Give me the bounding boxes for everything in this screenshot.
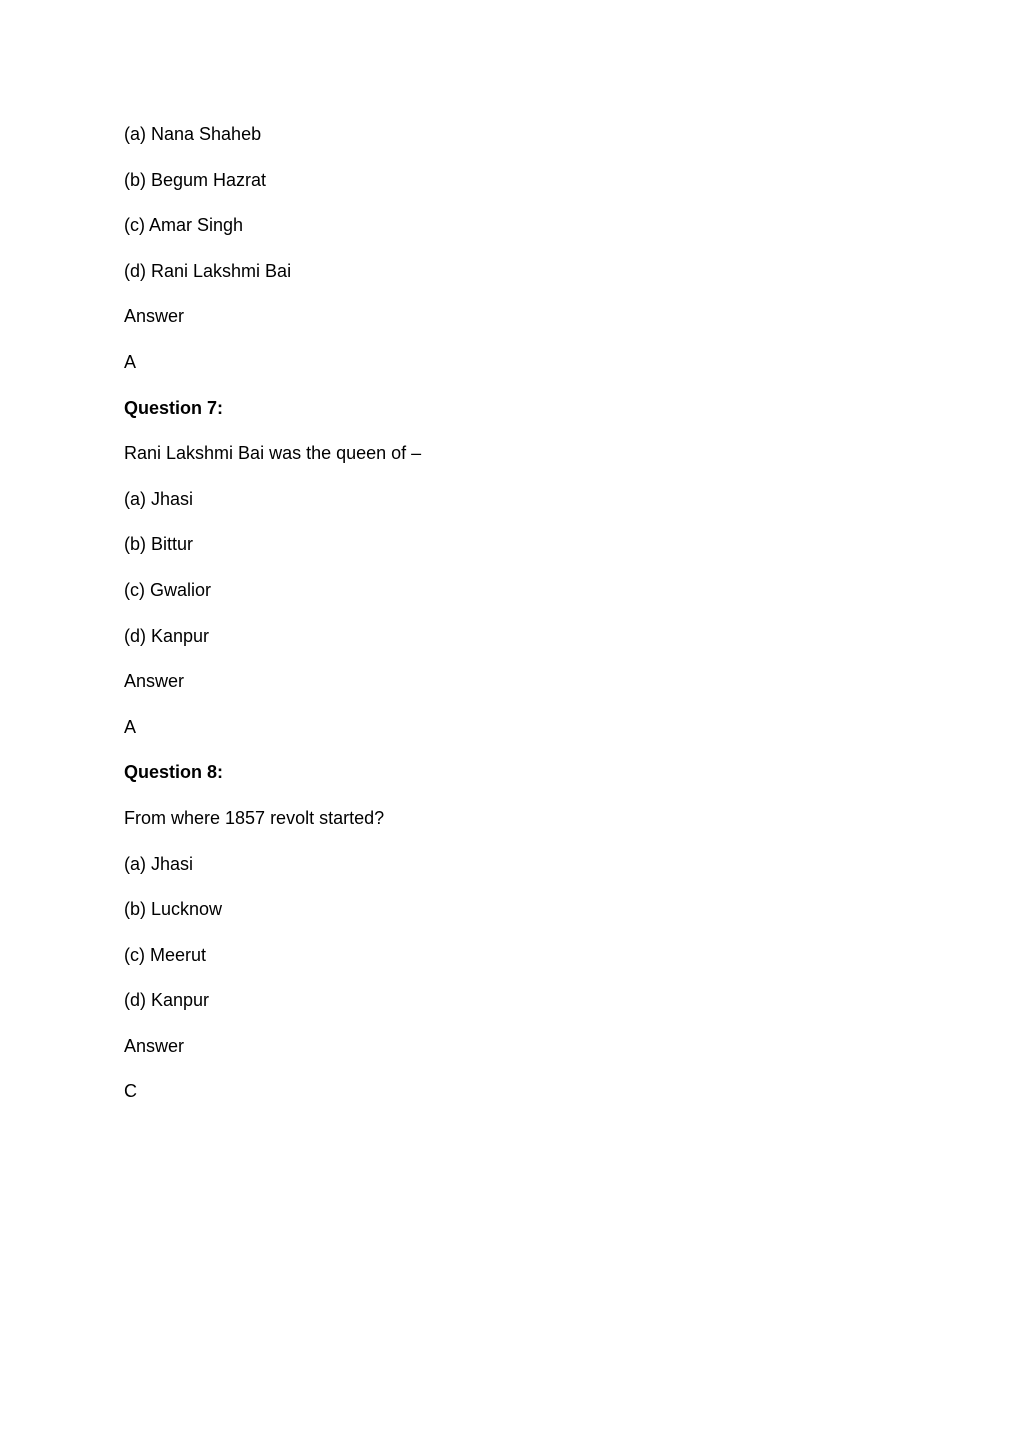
option-c-amar-singh: (c) Amar Singh: [124, 215, 244, 236]
option-a-nana-shaheb: (a) Nana Shaheb: [124, 124, 262, 144]
question-7-answer-value: A: [124, 716, 137, 737]
question-7-option-d: (d) Kanpur: [124, 625, 210, 646]
question-8-answer-value: C: [124, 1081, 137, 1102]
question-8-option-b: (b) Lucknow: [124, 899, 223, 920]
question-7-text: Rani Lakshmi Bai was the queen of –: [124, 443, 422, 464]
document-page: [124, 122, 904, 1125]
question-8-heading: Question 8:: [124, 762, 224, 783]
question-8-text: From where 1857 revolt started?: [124, 807, 385, 828]
question-7-option-a: (a) Jhasi: [124, 488, 194, 509]
question-8-option-d: (d) Kanpur: [124, 990, 210, 1011]
option-b-begum-hazrat: (b) Begum Hazrat: [124, 169, 267, 190]
question-7-option-c: (c) Gwalior: [124, 579, 212, 600]
question-8-answer-label: Answer: [124, 1035, 185, 1056]
question-7-answer-label: Answer: [124, 671, 185, 692]
answer-label: Answer: [124, 306, 185, 327]
answer-value: A: [124, 351, 137, 372]
question-7-option-b: (b) Bittur: [124, 534, 194, 555]
option-d-rani-lakshmi-bai: (d) Rani Lakshmi Bai: [124, 260, 292, 281]
question-7-heading: Question 7:: [124, 397, 224, 418]
question-8-option-a: (a) Jhasi: [124, 853, 194, 874]
question-8-option-c: (c) Meerut: [124, 944, 207, 965]
